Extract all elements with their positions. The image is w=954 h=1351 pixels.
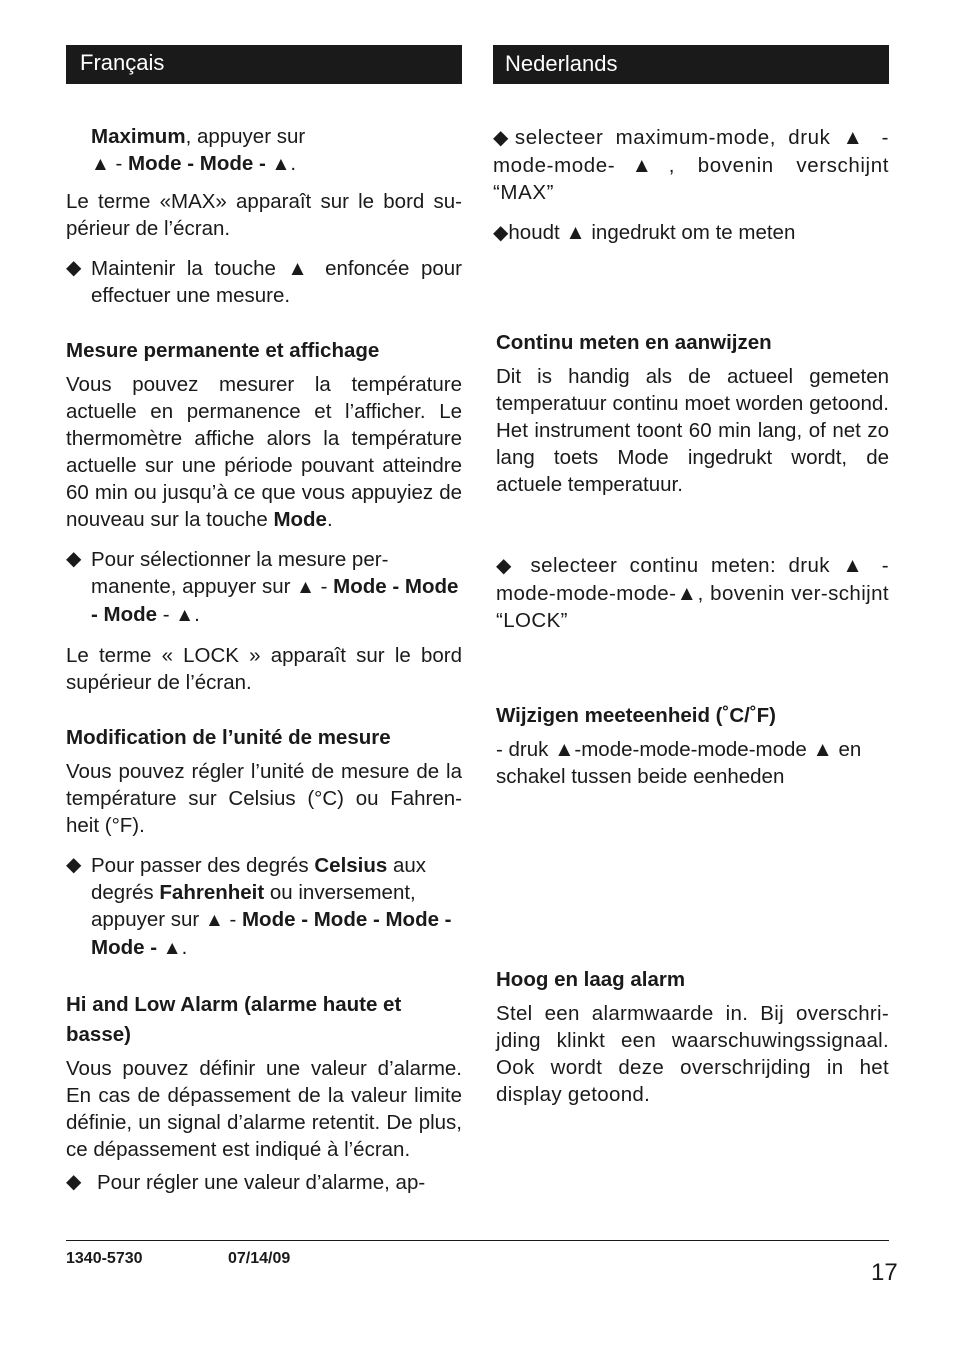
french-language-header: Français xyxy=(66,45,462,84)
diamond-bullet-icon: ◆ xyxy=(493,222,509,244)
up-arrow-icon: ▲ xyxy=(162,938,182,959)
permanent-heading: Mesure permanente et affichage xyxy=(66,339,380,362)
diamond-bullet-icon: ◆ xyxy=(66,1171,82,1193)
nl-unit-heading: Wijzigen meeteenheid (˚C/˚F) xyxy=(496,704,776,727)
nl-alarm-paragraph: Stel een alarmwaarde in. Bij overschri-jding klinkt een waarschuwingssignaal. Ook wordt deze overschrijding in het display getoond. xyxy=(496,1002,889,1106)
alarm-paragraph: Vous pouvez définir une valeur d’alarme. En cas de dépassement de la valeur limite définie, un signal d’alarme retentit. De plus, ce dépassement est indiqué à l’écran. xyxy=(66,1057,462,1161)
up-arrow-icon: ▲ xyxy=(175,605,195,626)
max-bullet: ◆ Maintenir la touche ▲ enfoncée pour effectuer une mesure. xyxy=(66,257,462,307)
max-paragraph: Le terme «MAX» apparaît sur le bord su-périeur de l’écran. xyxy=(66,190,462,240)
nl-continuous-paragraph: Dit is handig als de actueel gemeten temperatuur continu moet worden getoond. Het instrument toont 60 min lang, of net zo lang toets Mode ingedrukt wordt, de actuele temperatuur. xyxy=(496,365,889,496)
unit-bullet: ◆ Pour passer des degrés Celsius aux degrés Fahrenheit ou inversement, appuyer sur ▲ - Mode - Mode - Mode - Mode - ▲. xyxy=(66,854,452,959)
document-date: 07/14/09 xyxy=(228,1250,291,1267)
up-arrow-icon: ▲ xyxy=(296,577,315,598)
permanent-bullet: ◆ Pour sélectionner la mesure per-manente, appuyer sur ▲ - Mode - Mode - Mode - ▲. xyxy=(66,548,459,626)
nl-alarm-heading: Hoog en laag alarm xyxy=(496,968,686,991)
page-number: 17 xyxy=(871,1259,898,1286)
unit-heading: Modification de l’unité de mesure xyxy=(66,726,391,749)
permanent-paragraph: Vous pouvez mesurer la température actuelle en permanence et l’afficher. Le thermomètre affiche alors la température actuelle sur une période pouvant atteindre 60 min ou jusqu’à ce que vous appuyiez de nouveau sur la touche Mode. xyxy=(66,373,462,531)
lock-paragraph: Le terme « LOCK » apparaît sur le bord supérieur de l’écran. xyxy=(66,644,462,694)
diamond-bullet-icon: ◆ xyxy=(66,548,82,570)
footer-divider xyxy=(66,1240,889,1241)
nl-unit-paragraph: - druk ▲-mode-mode-mode-mode ▲ en schakel tussen beide eenheden xyxy=(496,738,862,788)
french-column xyxy=(66,45,462,1196)
nl-hold-bullet: ◆houdt ▲ ingedrukt om te meten xyxy=(493,221,796,244)
nl-continuous-heading: Continu meten en aanwijzen xyxy=(496,331,772,354)
diamond-bullet-icon: ◆ xyxy=(66,257,82,279)
unit-paragraph: Vous pouvez régler l’unité de mesure de la température sur Celsius (°C) ou Fahren-heit (°F). xyxy=(66,760,462,837)
alarm-heading: Hi and Low Alarm (alarme haute et basse) xyxy=(66,993,402,1046)
diamond-bullet-icon: ◆ xyxy=(66,854,82,876)
document-code: 1340-5730 xyxy=(66,1250,143,1267)
up-arrow-icon: ▲ xyxy=(204,910,224,931)
dutch-column xyxy=(493,45,889,1108)
max-instruction: Maximum, appuyer sur ▲ - Mode - Mode - ▲. xyxy=(91,125,306,175)
dutch-language-header: Nederlands xyxy=(493,45,889,84)
diamond-bullet-icon: ◆ xyxy=(496,555,519,577)
diamond-bullet-icon: ◆ xyxy=(493,127,515,149)
up-arrow-icon: ▲ xyxy=(91,154,110,175)
nl-continuous-bullet: ◆ selecteer continu meten: druk ▲ -mode-mode-mode-▲, bovenin ver-schijnt “LOCK” xyxy=(496,554,889,632)
alarm-bullet: ◆ Pour régler une valeur d’alarme, ap- xyxy=(66,1171,426,1194)
up-arrow-icon: ▲ xyxy=(271,154,291,175)
nl-max-bullet: ◆selecteer maximum-mode, druk ▲ -mode-mode-▲, bovenin verschijnt “MAX” xyxy=(493,126,889,204)
